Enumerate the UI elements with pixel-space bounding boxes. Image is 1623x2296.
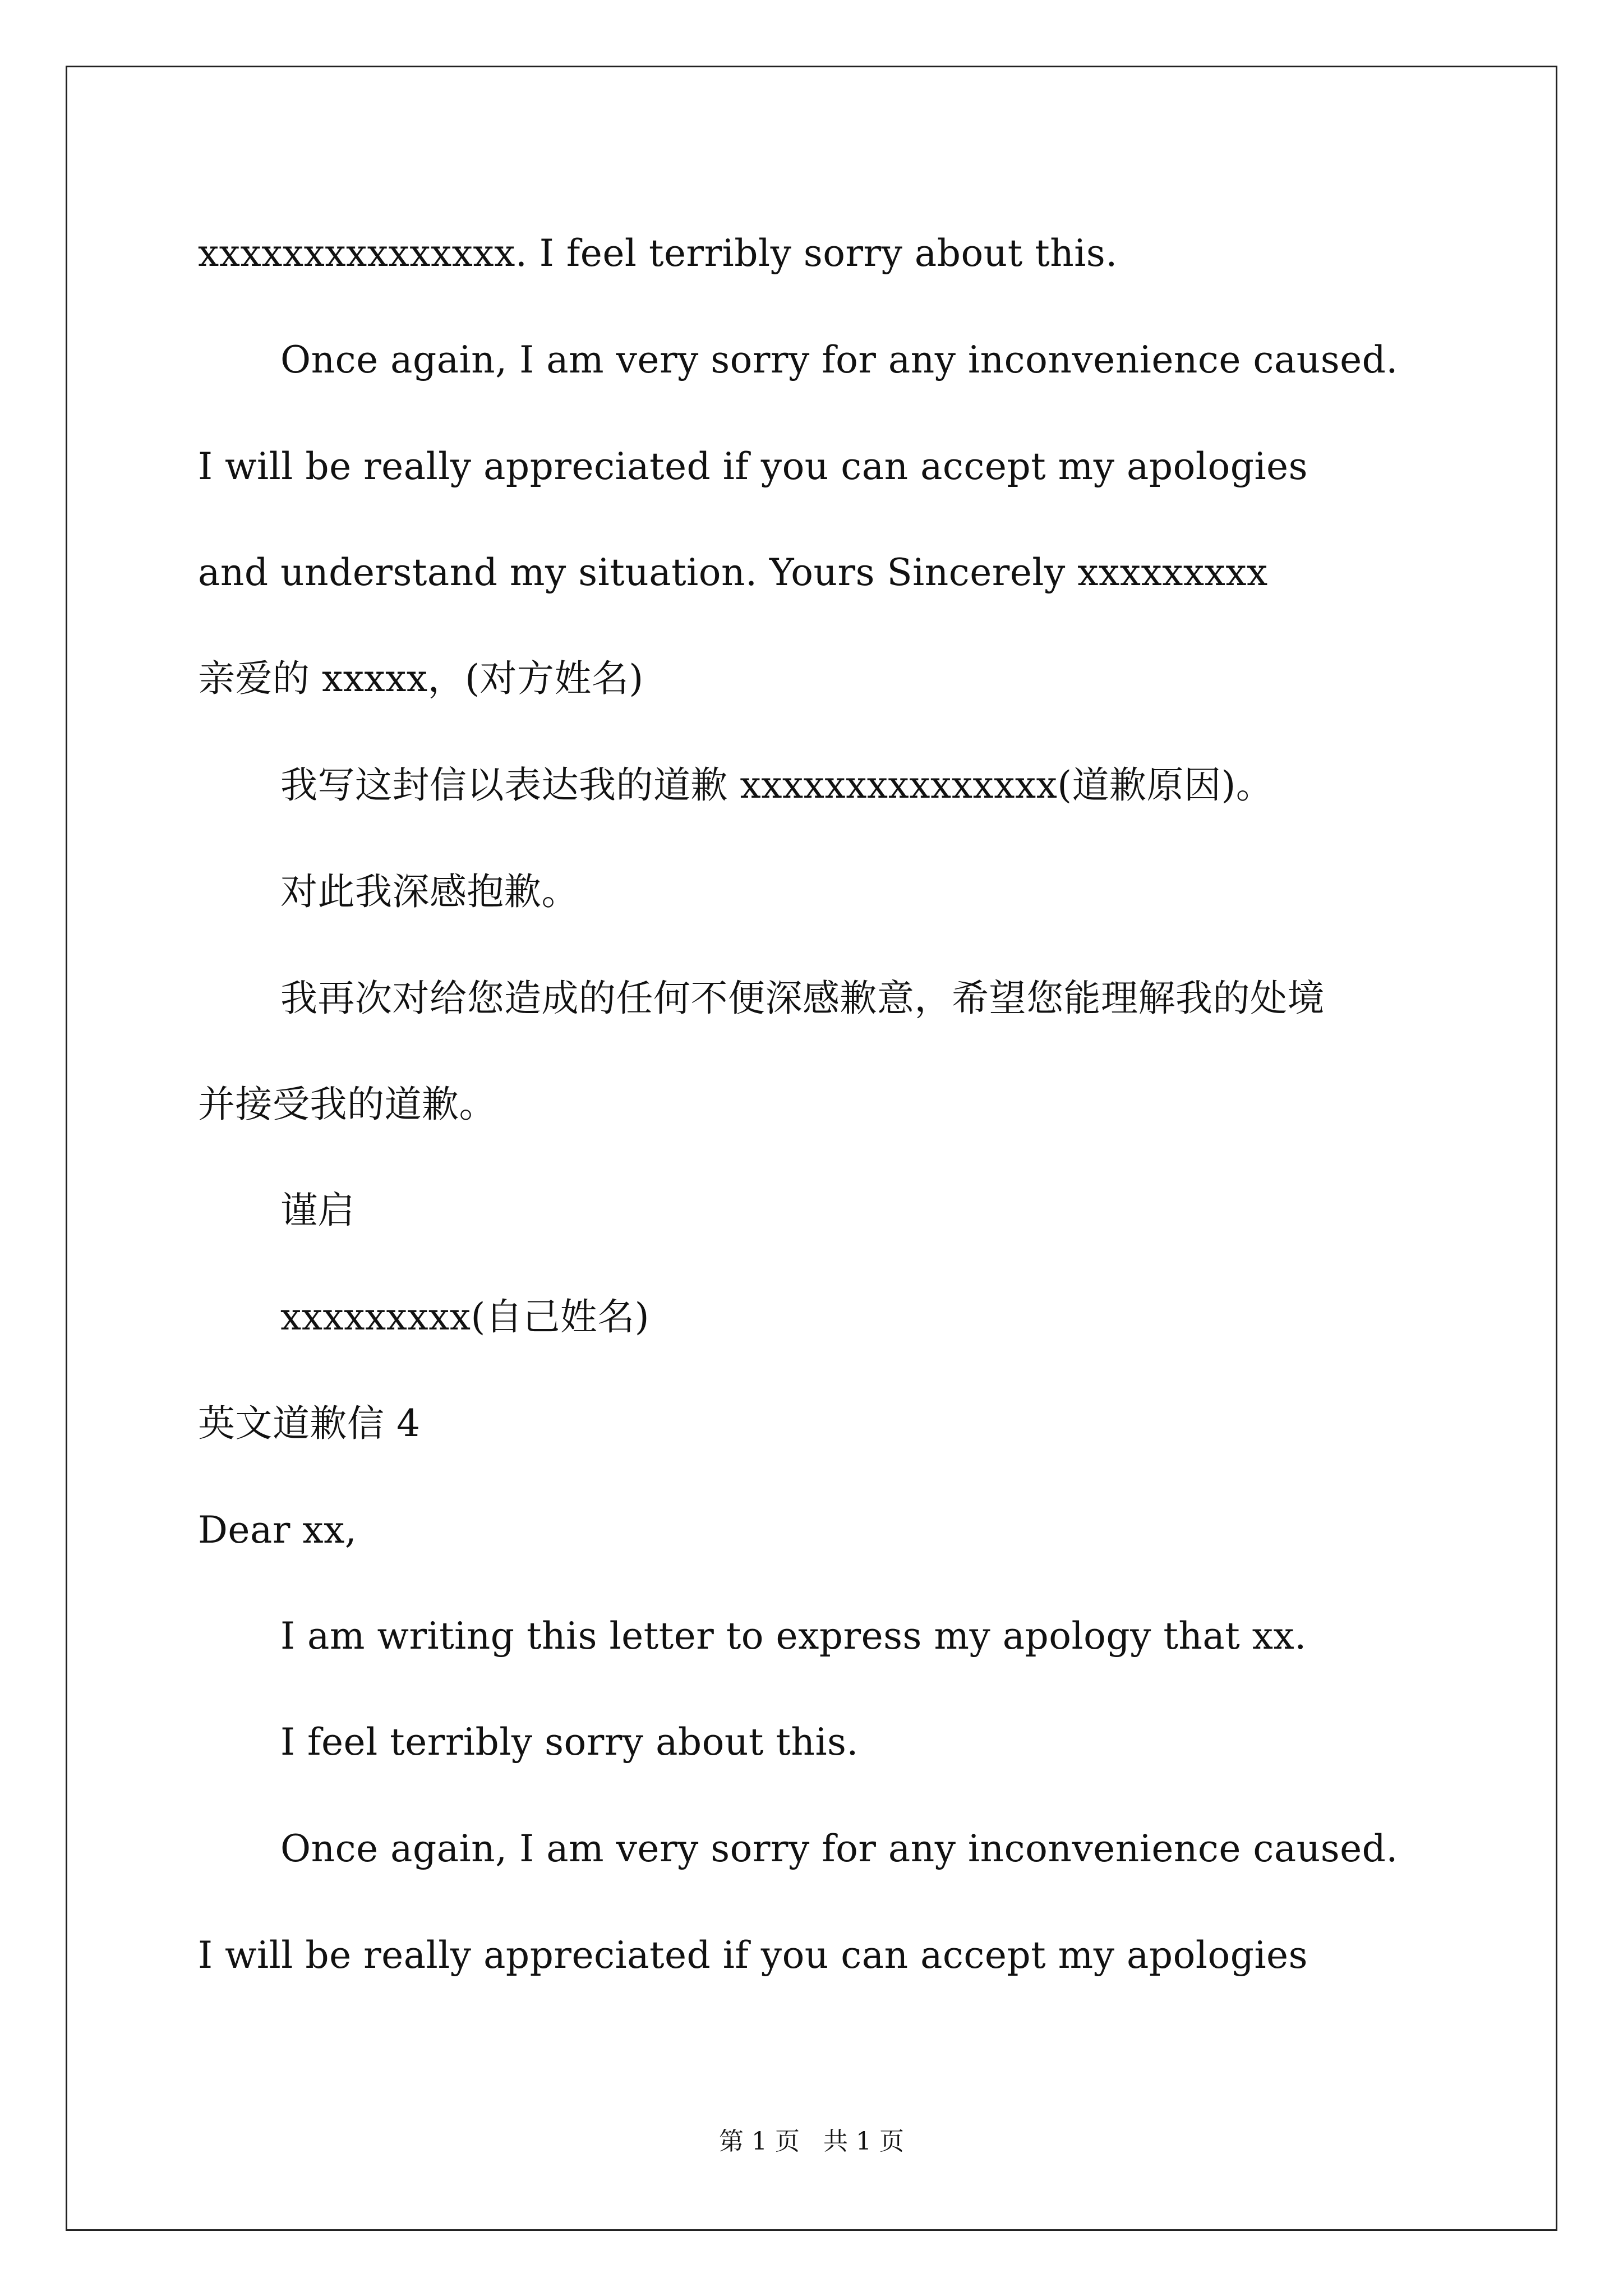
text-line-16: Once again, I am very sorry for any inconvenience caused. <box>280 1827 1398 1870</box>
page-total: 共 1 页 <box>823 2127 904 2156</box>
text-line-10: 谨启 <box>280 1189 355 1232</box>
text-line-14: I am writing this letter to express my apology that xx. <box>280 1614 1307 1658</box>
page-border <box>66 66 1557 2231</box>
section-heading: 英文道歉信 4 <box>198 1402 421 1445</box>
text-line-6: 我写这封信以表达我的道歉 xxxxxxxxxxxxxxx(道歉原因)。 <box>280 763 1274 807</box>
text-line-4: and understand my situation. Yours Sincerely xxxxxxxxx <box>198 551 1268 594</box>
text-line-15: I feel terribly sorry about this. <box>280 1720 859 1764</box>
text-line-9: 并接受我的道歉。 <box>198 1083 496 1126</box>
text-line-8: 我再次对给您造成的任何不便深感歉意，希望您能理解我的处境 <box>280 977 1325 1020</box>
text-line-17: I will be really appreciated if you can accept my apologies <box>198 1934 1308 1977</box>
text-line-13: Dear xx, <box>198 1508 357 1552</box>
text-line-5: 亲爱的 xxxxx，(对方姓名) <box>198 657 644 700</box>
text-line-3: I will be really appreciated if you can accept my apologies <box>198 445 1308 488</box>
page-number: 第 1 页 <box>719 2127 800 2156</box>
text-line-1: xxxxxxxxxxxxxxx. I feel terribly sorry about this. <box>198 232 1118 275</box>
page-footer <box>0 2125 1623 2159</box>
text-line-2: Once again, I am very sorry for any inconvenience caused. <box>280 338 1398 381</box>
text-line-7: 对此我深感抱歉。 <box>280 870 579 913</box>
text-line-11: xxxxxxxxx(自己姓名) <box>280 1295 649 1338</box>
